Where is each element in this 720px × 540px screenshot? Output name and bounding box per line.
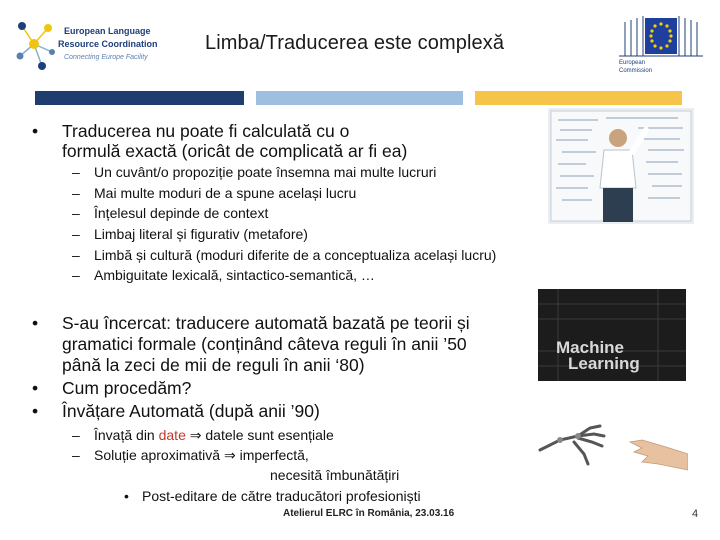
sub-item-6: Ambiguitate lexicală, sintactico-semantică, … — [94, 267, 375, 283]
sub-item-4: Limbaj literal și figurativ (metafore) — [94, 226, 308, 242]
bullet-3-marker: • — [32, 378, 39, 398]
sub3-text: Post-editare de către traducători profesioniști — [142, 488, 421, 504]
bullet-1-line-2: formulă exactă (oricât de complicată ar fi ea) — [62, 141, 408, 161]
elrc-logo — [12, 18, 172, 74]
implies-arrow-icon: ⇒ — [223, 447, 236, 463]
machine-learning-image — [538, 289, 686, 381]
ml-text-line-2: Learning — [568, 354, 640, 373]
sub2-line-a — [94, 425, 334, 445]
sub2-a-highlight: date — [158, 427, 186, 443]
bullet-4-marker: • — [32, 401, 39, 421]
header-bar-dark-blue — [35, 91, 244, 105]
sub-dash-3: – — [72, 205, 80, 221]
bullet-4-text: Învățare Automată (după anii ’90) — [62, 401, 320, 421]
header-bar-yellow — [475, 91, 682, 105]
sub-dash-5: – — [72, 247, 80, 263]
sub-dash-6: – — [72, 267, 80, 283]
logo-line-1: European Language — [64, 26, 151, 36]
bullet-2-marker: • — [32, 313, 39, 333]
sub2-dash-a: – — [72, 427, 80, 443]
bullet-1-marker: • — [32, 121, 39, 141]
implies-arrow-icon: ⇒ — [189, 427, 202, 443]
sub-dash-2: – — [72, 185, 80, 201]
whiteboard-man-image — [548, 108, 694, 224]
bullet-2-line-1: S-au încercat: traducere automată bazată pe teorii și — [62, 313, 470, 333]
sub2-line-b — [94, 445, 309, 465]
bullet-2-line-3: până la zeci de mii de reguli în anii ‘80) — [62, 355, 365, 375]
ec-label-line-1: European — [619, 60, 646, 66]
page-number: 4 — [692, 508, 699, 520]
sub-dash-4: – — [72, 226, 80, 242]
ml-text-line-1: Machine — [556, 338, 625, 357]
european-commission-logo — [615, 12, 710, 78]
sub-item-1: Un cuvânt/o propoziție poate însemna mai multe lucruri — [94, 164, 437, 180]
logo-line-2: Resource Coordination — [58, 39, 158, 49]
sub-item-3: Înțelesul depinde de context — [94, 205, 269, 221]
slide-title: Limba/Traducerea este complexă — [205, 32, 505, 54]
bullet-3-text: Cum procedăm? — [62, 378, 192, 398]
sub2-a-post: datele sunt esențiale — [205, 427, 334, 443]
sub2-dash-b: – — [72, 447, 80, 463]
sub2-line-b-cont: necesită îmbunătățiri — [270, 467, 400, 483]
robot-human-hands-image — [538, 410, 688, 480]
ec-label-line-2: Commission — [619, 68, 653, 74]
footer-text: Atelierul ELRC în România, 23.03.16 — [283, 508, 455, 519]
ec-building-icon — [615, 12, 707, 58]
sub2-b-text: Soluție aproximativă — [94, 447, 221, 463]
logo-tagline: Connecting Europe Facility — [64, 54, 148, 61]
sub-item-2: Mai multe moduri de a spune același lucru — [94, 185, 357, 201]
bullet-2-line-2: gramatici formale (conținând câteva reguli în anii ’50 — [62, 334, 467, 354]
sub3-marker: • — [124, 488, 129, 504]
network-logo-icon — [12, 18, 56, 74]
sub-item-5: Limbă și cultură (moduri diferite de a conceptualiza același lucru) — [94, 247, 497, 263]
sub2-a-pre: Învață din — [94, 427, 155, 443]
bullet-1-line-1: Traducerea nu poate fi calculată cu o — [62, 121, 350, 141]
sub-dash-1: – — [72, 164, 80, 180]
header-bar-light-blue — [256, 91, 463, 105]
sub2-b-mid: imperfectă, — [239, 447, 309, 463]
